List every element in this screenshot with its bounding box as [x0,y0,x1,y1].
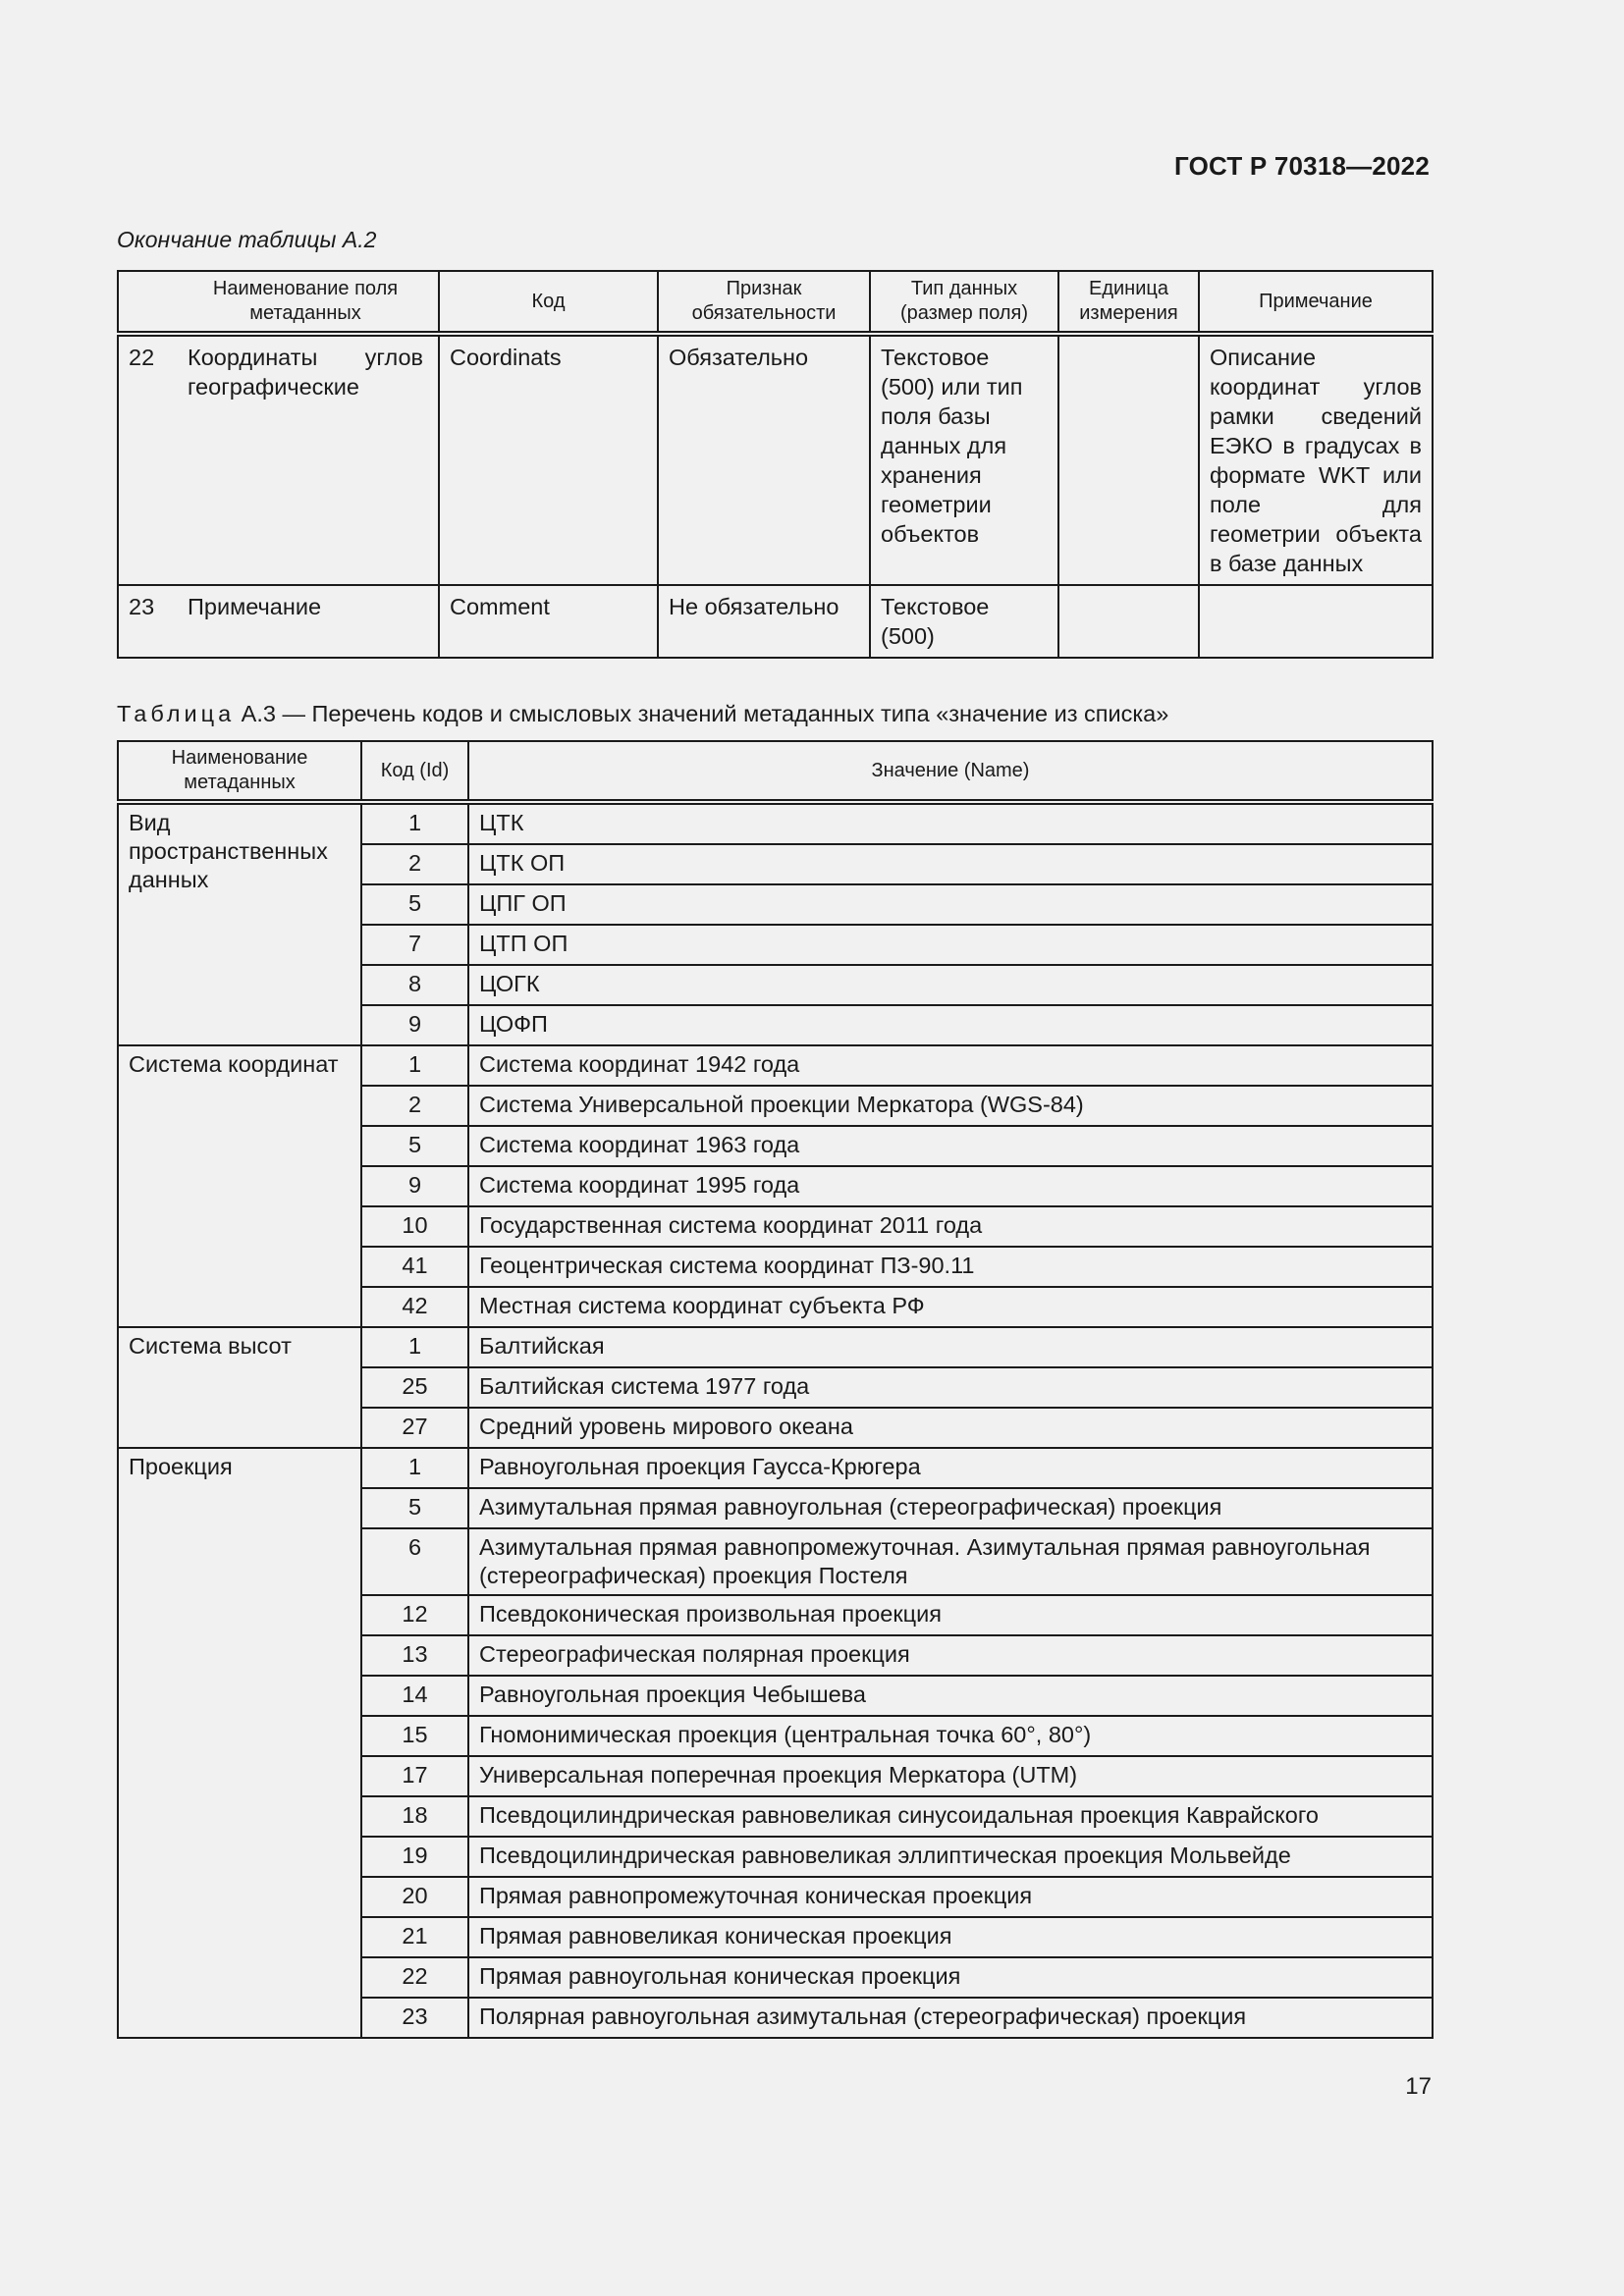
table-row [118,1327,1433,1367]
column-header: Тип данных (размер поля) [870,271,1058,334]
metadata-name-cell: Проекция [118,1448,361,2038]
value-cell: Псевдоцилиндрическая равновеликая эллиптическая проекция Мольвейде [468,1837,1433,1877]
code-cell: 7 [361,925,468,965]
value-cell: ЦОФП [468,1005,1433,1045]
value-cell: Равноугольная проекция Чебышева [468,1676,1433,1716]
value-cell: Азимутальная прямая равноугольная (стереографическая) проекция [468,1488,1433,1528]
code-cell: 23 [361,1998,468,2038]
column-header: Признак обязательности [658,271,870,334]
code-cell: 12 [361,1595,468,1635]
field-name: Примечание [188,594,322,619]
code-cell: Coordinats [439,334,658,585]
code-cell: 22 [361,1957,468,1998]
note-cell: Описание координат углов рамки сведений ЕЭКО в градусах в формате WKT или поле для геометрии объекта в базе данных [1199,334,1433,585]
row-number: 22 [129,345,155,370]
code-cell: 6 [361,1528,468,1595]
column-header: Единица измерения [1058,271,1199,334]
code-cell: 10 [361,1206,468,1247]
column-header: Код (Id) [361,741,468,802]
table-row [118,802,1433,844]
table-row [118,1448,1433,1488]
code-cell: Comment [439,585,658,658]
unit-cell [1058,585,1199,658]
value-cell: ЦТК [468,802,1433,844]
code-cell: 1 [361,802,468,844]
metadata-name-cell: Система высот [118,1327,361,1448]
table-a3-caption: Таблица А.3 — Перечень кодов и смысловых значений метаданных типа «значение из списка» [117,701,1169,726]
table-row [118,585,1433,658]
field-name-cell [118,585,439,658]
code-cell: 1 [361,1327,468,1367]
code-cell: 25 [361,1367,468,1408]
code-cell: 9 [361,1005,468,1045]
code-cell: 5 [361,884,468,925]
column-header: Наименование метаданных [118,741,361,802]
value-cell: ЦПГ ОП [468,884,1433,925]
code-cell: 1 [361,1045,468,1086]
metadata-name-cell: Вид пространственных данных [118,802,361,1045]
page-number: 17 [1405,2073,1432,2100]
type-cell: Текстовое (500) [870,585,1058,658]
code-cell: 18 [361,1796,468,1837]
code-cell: 5 [361,1488,468,1528]
value-cell: ЦТП ОП [468,925,1433,965]
code-cell: 13 [361,1635,468,1676]
value-cell: Псевдоцилиндрическая равновеликая синусоидальная проекция Каврайского [468,1796,1433,1837]
code-cell: 14 [361,1676,468,1716]
value-cell: Система координат 1942 года [468,1045,1433,1086]
value-cell: Балтийская [468,1327,1433,1367]
code-cell: 17 [361,1756,468,1796]
table-a3-header-row [118,741,1433,802]
code-cell: 1 [361,1448,468,1488]
table-a2 [117,270,1434,659]
code-cell: 42 [361,1287,468,1327]
value-cell: Прямая равноугольная коническая проекция [468,1957,1433,1998]
code-cell: 9 [361,1166,468,1206]
value-cell: Стереографическая полярная проекция [468,1635,1433,1676]
code-cell: 27 [361,1408,468,1448]
code-cell: 15 [361,1716,468,1756]
value-cell: Система координат 1995 года [468,1166,1433,1206]
value-cell: ЦОГК [468,965,1433,1005]
table-row [118,334,1433,585]
type-cell: Текстовое (500) или тип поля базы данных для хранения геометрии объектов [870,334,1058,585]
required-cell: Не обязательно [658,585,870,658]
value-cell: Гномонимическая проекция (центральная точка 60°, 80°) [468,1716,1433,1756]
document-id: ГОСТ Р 70318—2022 [1174,151,1430,181]
table-a3 [117,740,1434,2039]
code-cell: 2 [361,844,468,884]
metadata-name-cell: Система координат [118,1045,361,1327]
value-cell: Геоцентрическая система координат ПЗ-90.11 [468,1247,1433,1287]
note-cell [1199,585,1433,658]
code-cell: 21 [361,1917,468,1957]
value-cell: ЦТК ОП [468,844,1433,884]
value-cell: Система координат 1963 года [468,1126,1433,1166]
value-cell: Средний уровень мирового океана [468,1408,1433,1448]
value-cell: Система Универсальной проекции Меркатора (WGS-84) [468,1086,1433,1126]
code-cell: 20 [361,1877,468,1917]
field-name: Координаты углов географические [188,345,423,400]
value-cell: Азимутальная прямая равнопромежуточная. Азимутальная прямая равноугольная (стереографическая) проекция Постеля [468,1528,1433,1595]
field-name-cell [118,334,439,585]
value-cell: Прямая равнопромежуточная коническая проекция [468,1877,1433,1917]
row-number: 23 [129,594,155,619]
table-a2-caption: Окончание таблицы А.2 [117,227,377,252]
code-cell: 19 [361,1837,468,1877]
column-header: Значение (Name) [468,741,1433,802]
column-header: Примечание [1199,271,1433,334]
column-header: Наименование поля метаданных [118,271,439,334]
table-a2-header-row [118,271,1433,334]
value-cell: Универсальная поперечная проекция Меркатора (UTM) [468,1756,1433,1796]
value-cell: Псевдоконическая произвольная проекция [468,1595,1433,1635]
code-cell: 2 [361,1086,468,1126]
code-cell: 8 [361,965,468,1005]
value-cell: Полярная равноугольная азимутальная (стереографическая) проекция [468,1998,1433,2038]
value-cell: Прямая равновеликая коническая проекция [468,1917,1433,1957]
value-cell: Равноугольная проекция Гаусса-Крюгера [468,1448,1433,1488]
value-cell: Государственная система координат 2011 года [468,1206,1433,1247]
value-cell: Балтийская система 1977 года [468,1367,1433,1408]
column-header: Код [439,271,658,334]
value-cell: Местная система координат субъекта РФ [468,1287,1433,1327]
code-cell: 5 [361,1126,468,1166]
table-row [118,1045,1433,1086]
unit-cell [1058,334,1199,585]
required-cell: Обязательно [658,334,870,585]
code-cell: 41 [361,1247,468,1287]
